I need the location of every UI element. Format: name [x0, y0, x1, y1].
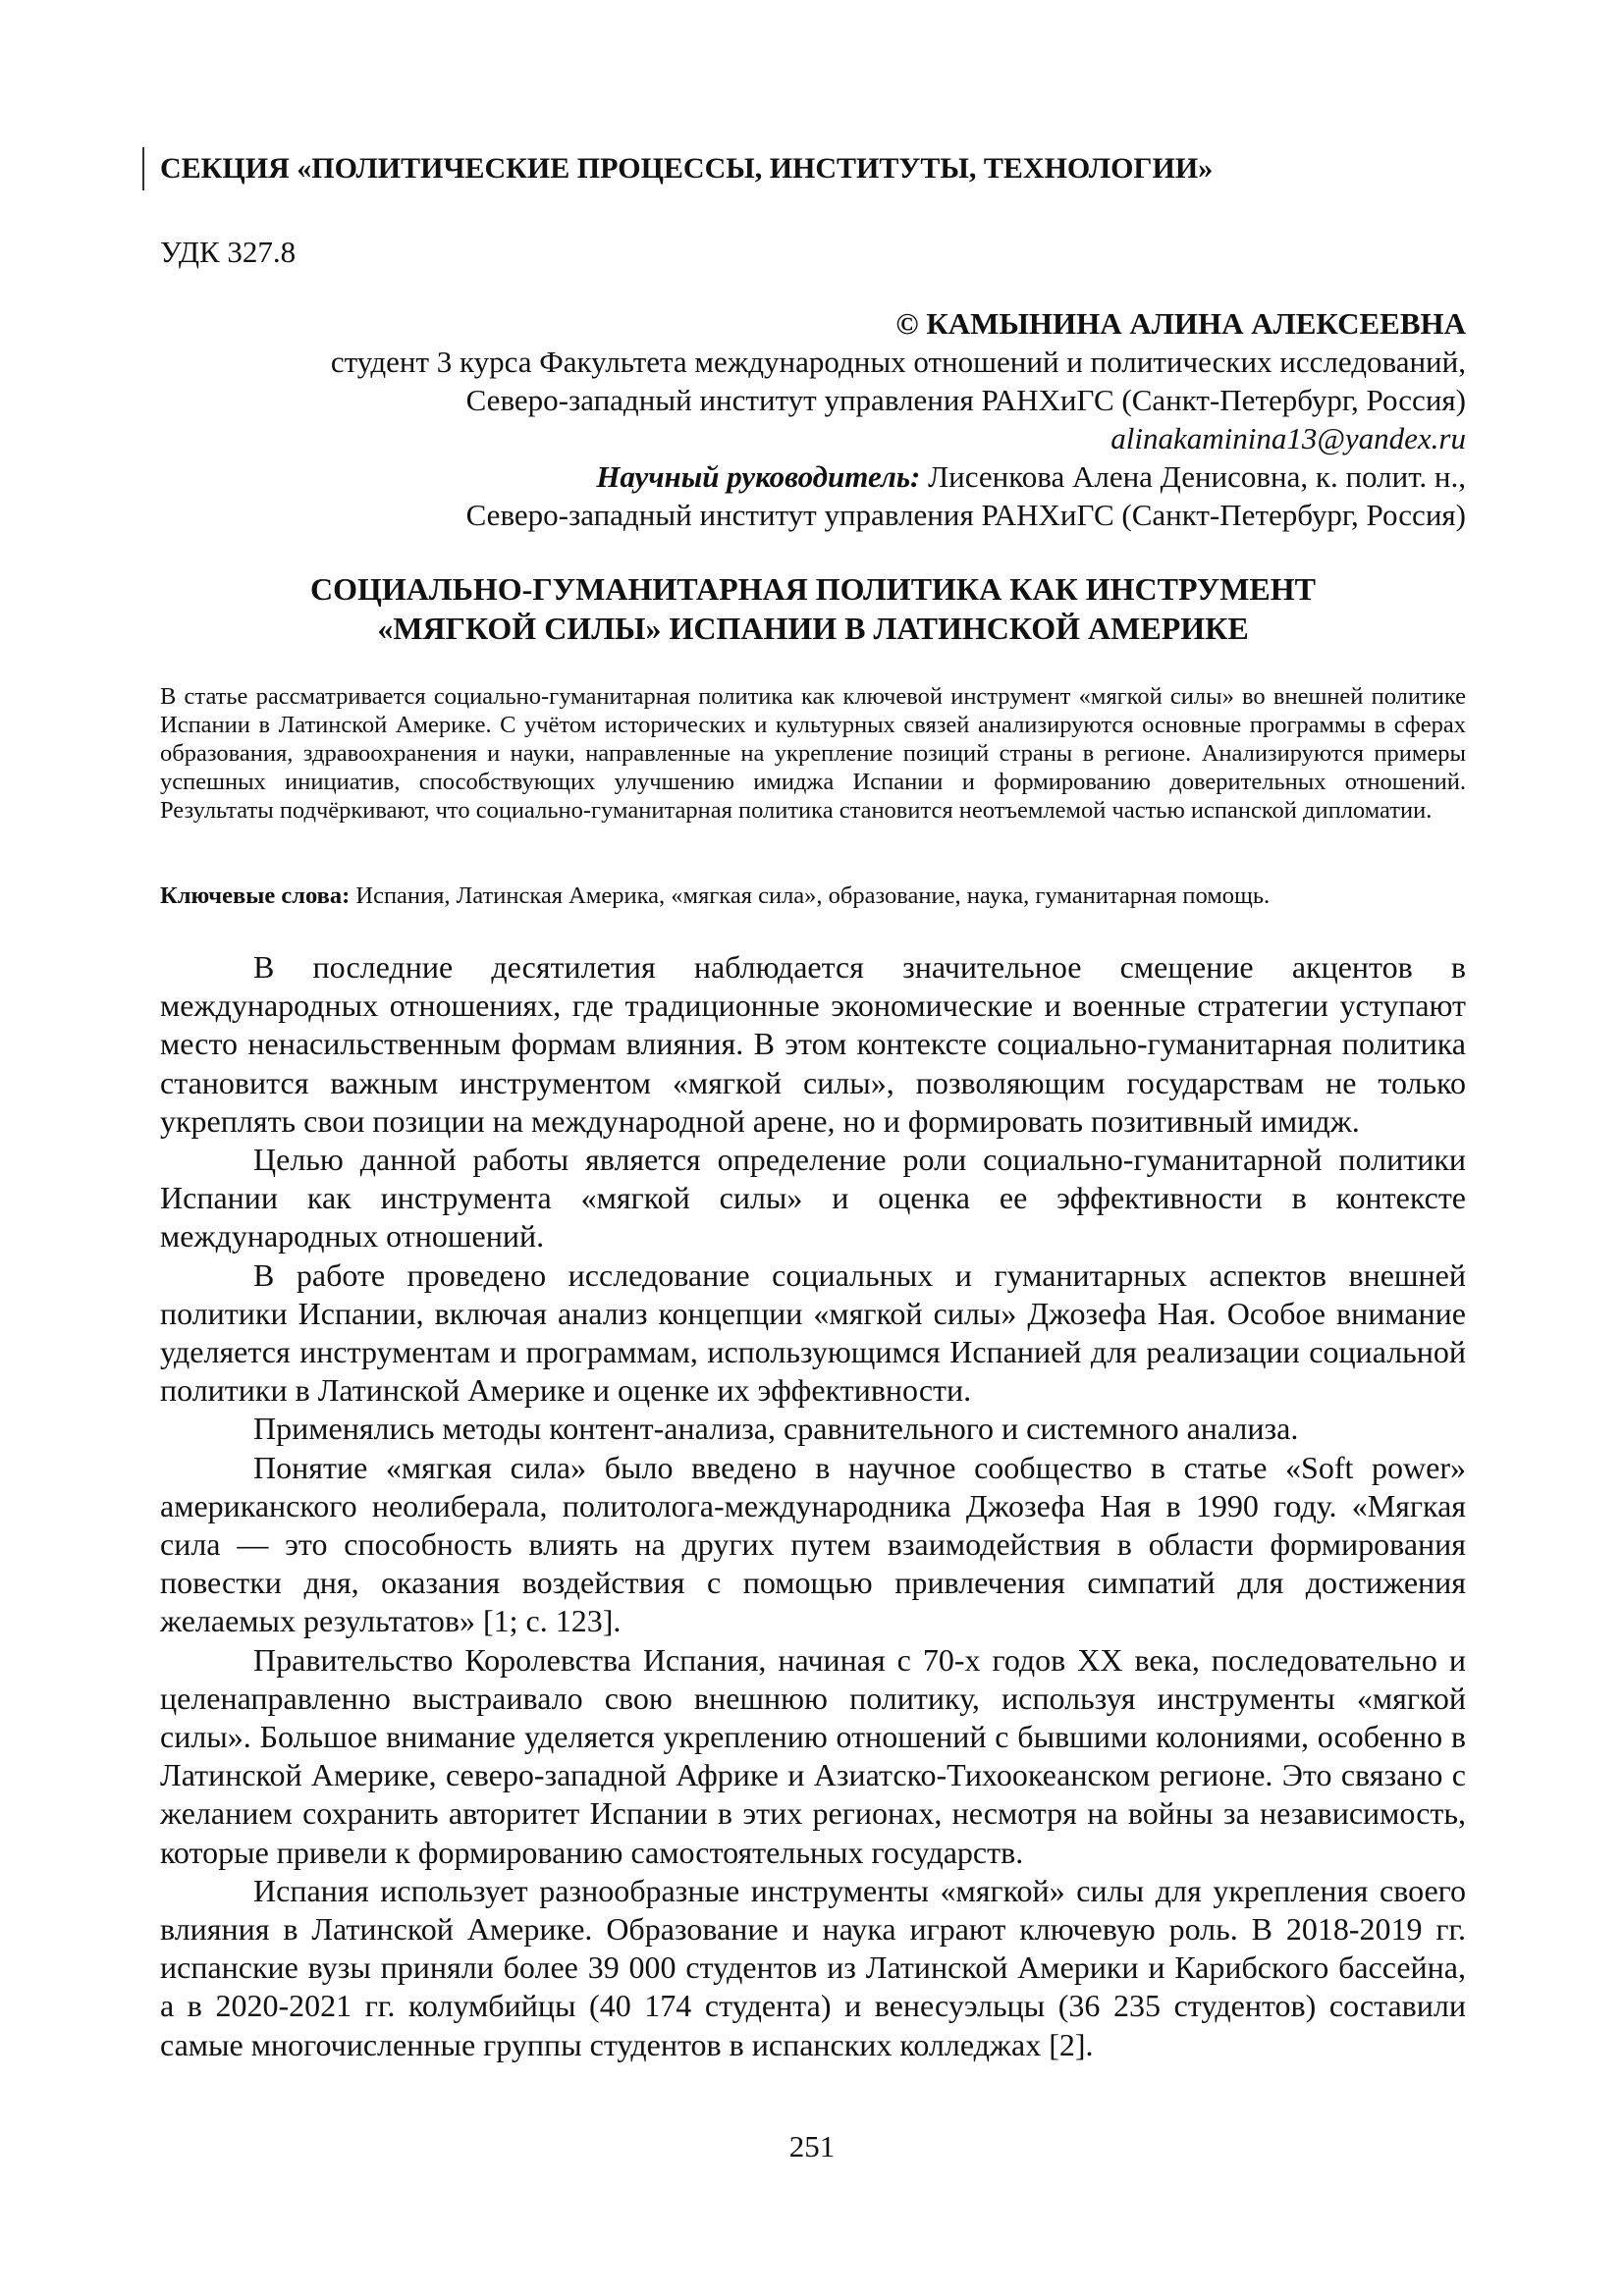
section-title: СЕКЦИЯ «ПОЛИТИЧЕСКИЕ ПРОЦЕССЫ, ИНСТИТУТЫ, ТЕХНОЛОГИИ»	[160, 152, 1214, 185]
article-body	[160, 948, 1466, 2064]
supervisor-line	[91, 457, 1466, 496]
author-block	[91, 304, 1466, 534]
supervisor-name: Лисенкова Алена Денисовна, к. полит. н.,	[920, 459, 1466, 494]
article-title	[160, 569, 1466, 648]
abstract: В статье рассматривается социально-гуманитарная политика как ключевой инструмент «мягкой силы» во внешней политике Испании в Латинской Америке. С учётом исторических и культурных связей анализируются основные программы в сферах образования, здравоохранения и науки, направленные на укрепление позиций страны в регионе. Анализируются примеры успешных инициатив, способствующих улучшению имиджа Испании и формированию доверительных отношений. Результаты подчёркивают, что социально-гуманитарная политика становится неотъемлемой частью испанской дипломатии.	[160, 683, 1466, 824]
body-paragraph-7: Испания использует разнообразные инструменты «мягкой» силы для укрепления своего влияния в Латинской Америке. Образование и наука играют ключевую роль. В 2018-2019 гг. испанские вузы приняли более 39 000 студентов из Латинской Америки и Карибского бассейна, а в 2020-2021 гг. колумбийцы (40 174 студента) и венесуэльцы (36 235 студентов) составили самые многочисленные группы студентов в испанских колледжах [2].	[160, 1872, 1466, 2062]
page-number: 251	[788, 2129, 836, 2163]
author-email[interactable]: alinakaminina13@yandex.ru	[1110, 421, 1466, 455]
author-name: © КАМЫНИНА АЛИНА АЛЕКСЕЕВНА	[895, 306, 1466, 341]
author-institution: Северо-западный институт управления РАНХиГС (Санкт-Петербург, Россия)	[465, 383, 1466, 417]
udk-code: УДК 327.8	[160, 235, 297, 269]
body-paragraph-5: Понятие «мягкая сила» было введено в научное сообщество в статье «Soft power» американского неолиберала, политолога-международника Джозефа Ная в 1990 году. «Мягкая сила — это способность влиять на других путем взаимодействия в области формирования повестки дня, оказания воздействия с помощью привлечения симпатий для достижения желаемых результатов» [1; с. 123].	[160, 1449, 1466, 1639]
keywords-text: Испания, Латинская Америка, «мягкая сила», образование, наука, гуманитарная помощь.	[350, 882, 1271, 909]
supervisor-institution: Северо-западный институт управления РАНХиГС (Санкт-Петербург, Россия)	[465, 498, 1466, 532]
section-marker-bar	[142, 147, 144, 190]
keywords-label: Ключевые слова:	[160, 882, 351, 909]
title-line-2: «МЯГКОЙ СИЛЫ» ИСПАНИИ В ЛАТИНСКОЙ АМЕРИКЕ	[377, 611, 1249, 646]
body-paragraph-3: В работе проведено исследование социальных и гуманитарных аспектов внешней политики Испании, включая анализ концепции «мягкой силы» Джозефа Ная. Особое внимание уделяется инструментам и программам, использующимся Испанией для реализации социальной политики в Латинской Америке и оценке их эффективности.	[160, 1256, 1466, 1409]
supervisor-label: Научный руководитель:	[596, 459, 921, 494]
body-paragraph-2: Целью данной работы является определение роли социально-гуманитарной политики Испании как инструмента «мягкой силы» и оценка ее эффективности в контексте международных отношений.	[160, 1142, 1466, 1255]
body-paragraph-1: В последние десятилетия наблюдается значительное смещение акцентов в международных отношениях, где традиционные экономические и военные стратегии уступают место ненасильственным формам влияния. В этом контексте социально-гуманитарная политика становится важным инструментом «мягкой силы», позволяющим государствам не только укреплять свои позиции на международной арене, но и формировать позитивный имидж.	[160, 949, 1466, 1139]
title-line-1: СОЦИАЛЬНО-ГУМАНИТАРНАЯ ПОЛИТИКА КАК ИНСТРУМЕНТ	[309, 571, 1316, 607]
body-paragraph-4: Применялись методы контент-анализа, сравнительного и системного анализа.	[253, 1411, 1299, 1447]
author-affiliation: студент 3 курса Факультета международных отношений и политических исследований,	[330, 345, 1466, 379]
body-paragraph-6: Правительство Королевства Испания, начиная с 70-х годов XX века, последовательно и целенаправленно выстраивало свою внешнюю политику, используя инструменты «мягкой силы». Большое внимание уделяется укреплению отношений с бывшими колониями, особенно в Латинской Америке, северо-западной Африке и Азиатско-Тихоокеанском регионе. Это связано с желанием сохранить авторитет Испании в этих регионах, несмотря на войны за независимость, которые привели к формированию самостоятельных государств.	[160, 1641, 1466, 1870]
keywords	[160, 881, 1466, 911]
